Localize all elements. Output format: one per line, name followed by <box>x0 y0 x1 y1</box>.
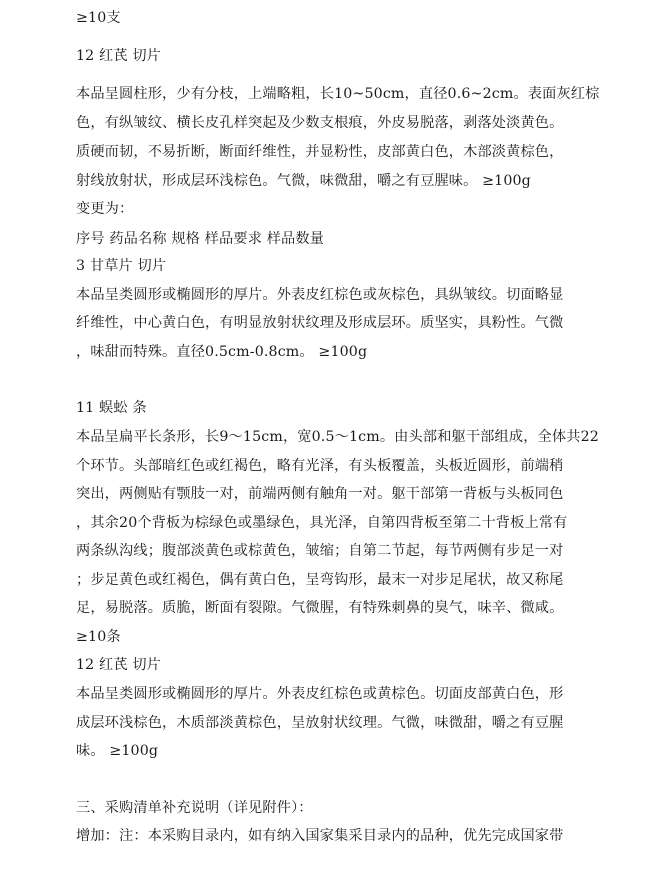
text-line: 纤维性，中心黄白色，有明显放射状纹理及形成层环。质坚实，具粉性。气微 <box>76 315 564 331</box>
text-line: 增加：注：本采购目录内，如有纳入国家集采目录内的品种，优先完成国家带 <box>76 828 564 844</box>
text-line: 味。 ≥100g <box>76 743 159 759</box>
text-line: 本品呈圆柱形，少有分枝，上端略粗，长10~50cm，直径0.6~2cm。表面灰红棕 <box>76 86 600 102</box>
text-line: 质硬而韧，不易折断，断面纤维性，并显粉性，皮部黄白色，木部淡黄棕色， <box>76 144 564 160</box>
text-line: ≥10条 <box>76 629 121 645</box>
item-heading: 12 红芪 切片 <box>76 48 162 64</box>
text-line: 变更为： <box>76 201 134 217</box>
text-line: ，其余20个背板为棕绿色或墨绿色，具光泽，自第四背板至第二十背板上常有 <box>76 515 568 531</box>
text-line: 本品呈类圆形或椭圆形的厚片。外表皮红棕色或灰棕色，具纵皱纹。切面略显 <box>76 287 564 303</box>
item-heading: 3 甘草片 切片 <box>76 258 167 274</box>
text-line: 成层环浅棕色，木质部淡黄棕色，呈放射状纹理。气微，味微甜，嚼之有豆腥 <box>76 715 564 731</box>
text-line: 本品呈类圆形或椭圆形的厚片。外表皮红棕色或黄棕色。切面皮部黄白色，形 <box>76 686 564 702</box>
text-line: 突出，两侧贴有颚肢一对，前端两侧有触角一对。躯干部第一背板与头板同色 <box>76 486 564 502</box>
text-line: 色，有纵皱纹、横长皮孔样突起及少数支根痕，外皮易脱落，剥落处淡黄色。 <box>76 115 564 131</box>
text-line: 个环节。头部暗红色或红褐色，略有光泽，有头板覆盖，头板近圆形，前端稍 <box>76 458 564 474</box>
item-heading: 11 蜈蚣 条 <box>76 400 147 416</box>
section-heading: 三、采购清单补充说明（详见附件）： <box>76 800 313 816</box>
text-line: 两条纵沟线；腹部淡黄色或棕黄色，皱缩；自第二节起，每节两侧有步足一对 <box>76 543 564 559</box>
text-line: ；步足黄色或红褐色，偶有黄白色，呈弯钩形，最末一对步足尾状，故又称尾 <box>76 572 564 588</box>
item-heading: 12 红芪 切片 <box>76 657 162 673</box>
text-line: 足，易脱落。质脆，断面有裂隙。气微腥，有特殊刺鼻的臭气，味辛、微咸。 <box>76 600 564 616</box>
text-line: 射线放射状，形成层环浅棕色。气微，味微甜，嚼之有豆腥味。 ≥100g <box>76 173 531 189</box>
text-line: 本品呈扁平长条形，长9～15cm，宽0.5～1cm。由头部和躯干部组成，全体共22 <box>76 429 599 445</box>
text-line: ≥10支 <box>76 10 121 26</box>
table-header-line: 序号 药品名称 规格 样品要求 样品数量 <box>76 231 325 247</box>
text-line: ，味甜而特殊。直径0.5cm-0.8cm。 ≥100g <box>76 344 368 360</box>
